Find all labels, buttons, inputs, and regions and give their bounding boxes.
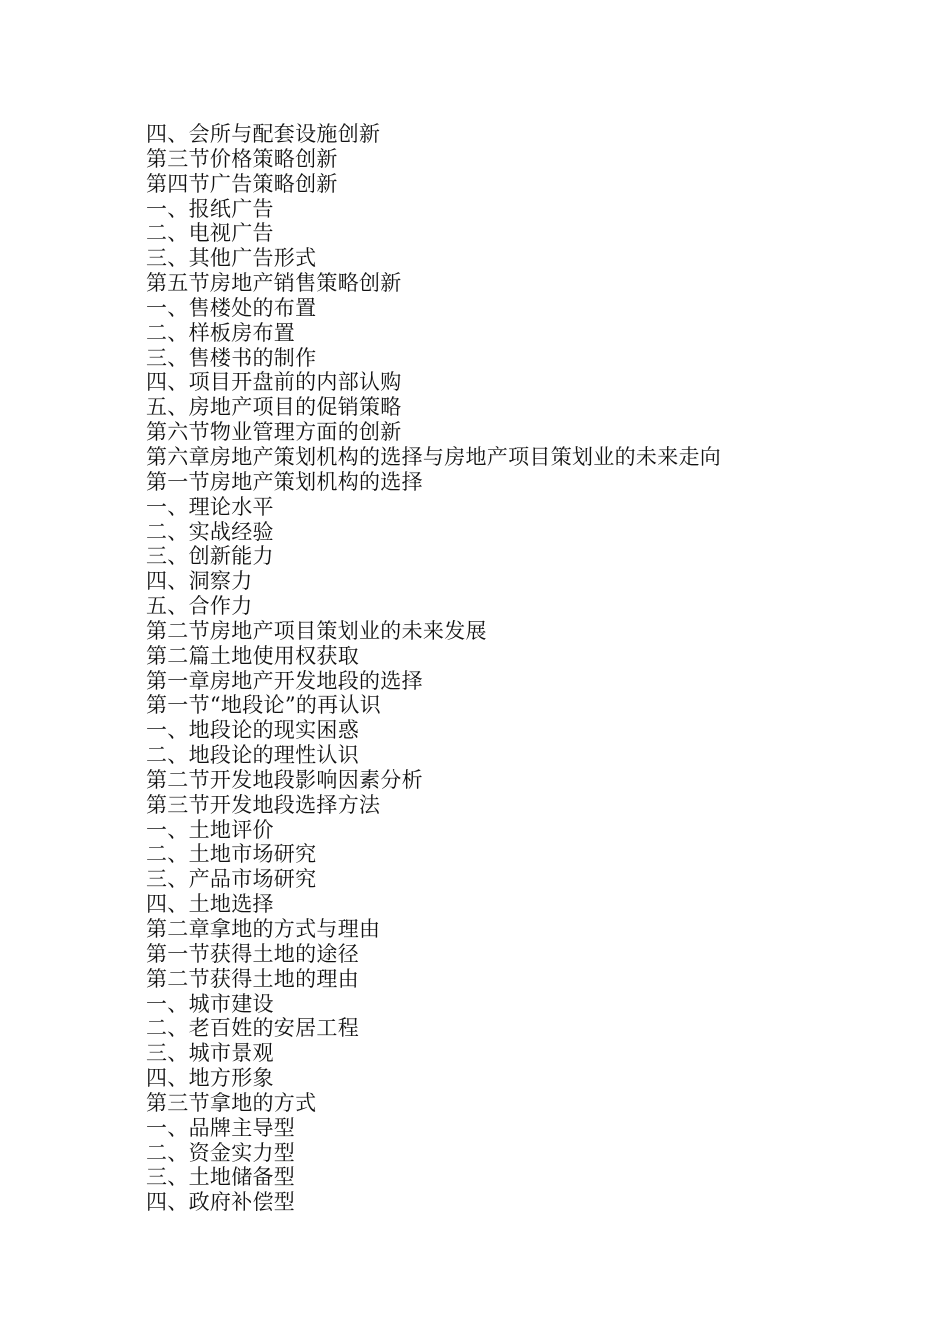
- toc-line: 一、土地评价: [146, 817, 274, 842]
- toc-line: 第二节获得土地的理由: [146, 966, 359, 991]
- toc-line: 三、售楼书的制作: [146, 345, 317, 370]
- toc-line: 二、土地市场研究: [146, 842, 317, 867]
- toc-line: 三、土地储备型: [146, 1165, 296, 1190]
- toc-line: 三、创新能力: [146, 544, 274, 569]
- toc-line: 第二节房地产项目策划业的未来发展: [146, 618, 487, 643]
- toc-line: 一、品牌主导型: [146, 1115, 296, 1140]
- toc-line: 第三节价格策略创新: [146, 146, 338, 171]
- toc-line: 一、报纸广告: [146, 196, 274, 221]
- toc-line: 二、资金实力型: [146, 1140, 296, 1165]
- toc-line: 五、房地产项目的促销策略: [146, 395, 402, 420]
- toc-line: 四、地方形象: [146, 1066, 274, 1091]
- toc-line: 第一节房地产策划机构的选择: [146, 469, 423, 494]
- toc-line: 二、电视广告: [146, 221, 274, 246]
- toc-line: 第六节物业管理方面的创新: [146, 420, 402, 445]
- toc-line: 二、地段论的理性认识: [146, 743, 359, 768]
- toc-line: 第二篇土地使用权获取: [146, 643, 359, 668]
- table-of-contents: [146, 122, 721, 1215]
- toc-line: 第六章房地产策划机构的选择与房地产项目策划业的未来走向: [146, 444, 722, 469]
- toc-line: 一、理论水平: [146, 494, 274, 519]
- toc-line: 二、实战经验: [146, 519, 274, 544]
- toc-line: 第三节开发地段选择方法: [146, 792, 381, 817]
- toc-line: 四、政府补偿型: [146, 1190, 296, 1215]
- toc-line: 第一节获得土地的途径: [146, 941, 359, 966]
- toc-line: 四、洞察力: [146, 569, 253, 594]
- toc-line: 五、合作力: [146, 594, 253, 619]
- toc-line: 一、城市建设: [146, 991, 274, 1016]
- toc-line: 三、城市景观: [146, 1041, 274, 1066]
- toc-line: 第二章拿地的方式与理由: [146, 917, 381, 941]
- toc-line: 四、土地选择: [146, 892, 274, 917]
- toc-line: 三、其他广告形式: [146, 246, 317, 271]
- toc-line: 四、会所与配套设施创新: [146, 122, 381, 146]
- toc-line: 一、地段论的现实困惑: [146, 718, 359, 743]
- toc-line: 四、项目开盘前的内部认购: [146, 370, 402, 395]
- toc-line: 三、产品市场研究: [146, 867, 317, 892]
- toc-line: 第四节广告策略创新: [146, 171, 338, 196]
- toc-line: 一、售楼处的布置: [146, 295, 317, 320]
- toc-line: 第三节拿地的方式: [146, 1090, 317, 1115]
- toc-line: 第一节“地段论”的再认识: [146, 693, 382, 718]
- toc-line: 二、样板房布置: [146, 320, 296, 345]
- toc-line: 二、老百姓的安居工程: [146, 1016, 359, 1041]
- toc-line: 第二节开发地段影响因素分析: [146, 767, 423, 792]
- toc-line: 第一章房地产开发地段的选择: [146, 668, 423, 693]
- toc-line: 第五节房地产销售策略创新: [146, 271, 402, 296]
